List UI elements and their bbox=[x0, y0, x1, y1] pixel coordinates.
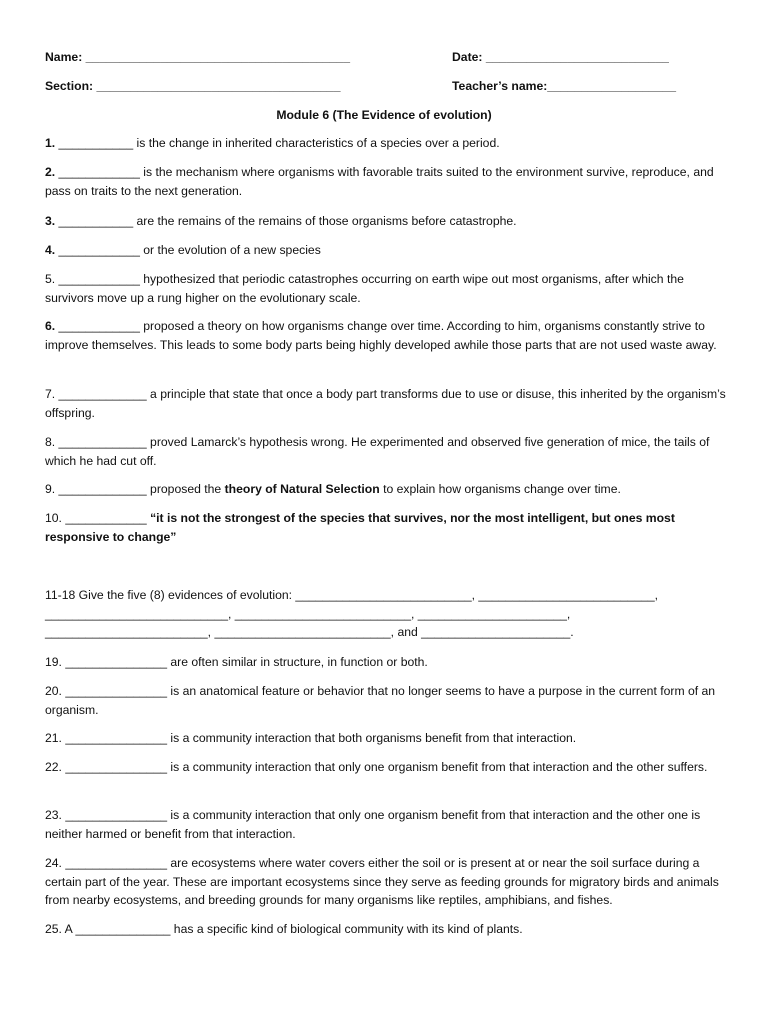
question-text: _____________ proved Lamarck’s hypothesis wrong. He experimented and observed five generation of mice, the tails of which he had cut off. bbox=[45, 435, 713, 468]
question-number: 11-18 bbox=[45, 588, 76, 602]
question-number: 8. bbox=[45, 435, 56, 449]
question-25 bbox=[45, 920, 727, 939]
question-number: 23. bbox=[45, 808, 62, 822]
question-1 bbox=[45, 134, 727, 153]
question-number: 21. bbox=[45, 731, 62, 745]
question-text: _______________ are often similar in structure, in function or both. bbox=[61, 655, 428, 669]
section-field[interactable]: Section: ____________________________________ bbox=[45, 79, 341, 93]
question-text: ____________ is the mechanism where organisms with favorable traits suited to the environment survive, reproduce, and pass on traits to the next generation. bbox=[45, 165, 718, 198]
question-number: 24. bbox=[45, 856, 62, 870]
question-24 bbox=[45, 854, 727, 910]
question-number: 2. bbox=[45, 165, 56, 179]
question-text: ____________ hypothesized that periodic catastrophes occurring on earth wipe out most organisms, after which the survivors move up a rung higher on the evolutionary scale. bbox=[45, 272, 688, 305]
question-quote: “it is not the strongest of the species that survives, nor the most intelligent, but ones most responsive to change” bbox=[45, 511, 675, 544]
question-text: _______________ is an anatomical feature or behavior that no longer seems to have a purpose in the current form of an organism. bbox=[45, 684, 719, 717]
name-field[interactable]: Name: _______________________________________ bbox=[45, 50, 350, 64]
question-number: 6. bbox=[45, 319, 56, 333]
question-text: _______________ is a community interaction that only one organism benefit from that interaction and the other one is neither harmed or benefit from that interaction. bbox=[45, 808, 704, 841]
question-number: 7. bbox=[45, 387, 56, 401]
question-19 bbox=[45, 653, 727, 672]
question-20 bbox=[45, 682, 727, 719]
question-number: 4. bbox=[45, 243, 56, 257]
question-number: 5. bbox=[45, 272, 56, 286]
module-title: Module 6 (The Evidence of evolution) bbox=[276, 108, 492, 122]
date-field[interactable]: Date: ___________________________ bbox=[452, 50, 669, 64]
teacher-name-field[interactable]: Teacher’s name:___________________ bbox=[452, 79, 677, 93]
question-number: 3. bbox=[45, 214, 56, 228]
question-5 bbox=[45, 270, 727, 307]
question-number: 20. bbox=[45, 684, 62, 698]
question-9 bbox=[45, 480, 727, 499]
question-11-18 bbox=[45, 586, 727, 642]
question-number: 1. bbox=[45, 136, 56, 150]
question-text: A ______________ has a specific kind of biological community with its kind of plants. bbox=[61, 922, 523, 936]
question-7 bbox=[45, 385, 730, 422]
question-text: ____________ proposed a theory on how organisms change over time. According to him, organisms constantly strive to improve themselves. This leads to some body parts being highly developed awhile those parts that are not used waste away. bbox=[45, 319, 717, 352]
question-text-pre: ____________ bbox=[61, 511, 151, 525]
question-number: 9. bbox=[45, 482, 56, 496]
question-21 bbox=[45, 729, 727, 748]
question-text-post: to explain how organisms change over time. bbox=[379, 482, 621, 496]
question-number: 22. bbox=[45, 760, 62, 774]
question-text: _____________ a principle that state that once a body part transforms due to use or disuse, this inherited by the organism’s offspring. bbox=[45, 387, 730, 420]
question-text: _______________ is a community interaction that both organisms benefit from that interaction. bbox=[61, 731, 577, 745]
question-text: ___________ are the remains of the remains of those organisms before catastrophe. bbox=[55, 214, 517, 228]
question-text: Give the five (8) evidences of evolution: __________________________, __________________________, ___________________________, __________________________, ______________________, ________________________, __________________________, and ______________________. bbox=[45, 588, 662, 639]
question-8 bbox=[45, 433, 727, 470]
question-text-bold: theory of Natural Selection bbox=[224, 482, 380, 496]
question-text-pre: _____________ proposed the bbox=[55, 482, 225, 496]
question-text: _______________ are ecosystems where water covers either the soil or is present at or near the soil surface during a certain part of the year. These are important ecosystems since they serve as feeding grounds for migratory birds and animals from nearby ecosystems, and breeding grounds for many organisms like reptiles, amphibians, and fishes. bbox=[45, 856, 723, 907]
question-number: 19. bbox=[45, 655, 62, 669]
question-22 bbox=[45, 758, 727, 777]
question-10 bbox=[45, 509, 727, 546]
question-6 bbox=[45, 317, 727, 354]
question-4 bbox=[45, 241, 727, 260]
question-text: ___________ is the change in inherited characteristics of a species over a period. bbox=[55, 136, 500, 150]
question-text: ____________ or the evolution of a new species bbox=[55, 243, 321, 257]
question-23 bbox=[45, 806, 727, 843]
question-number: 25. bbox=[45, 922, 62, 936]
question-number: 10. bbox=[45, 511, 62, 525]
question-text: _______________ is a community interaction that only one organism benefit from that interaction and the other suffers. bbox=[61, 760, 708, 774]
question-3 bbox=[45, 212, 727, 231]
question-2 bbox=[45, 163, 727, 200]
